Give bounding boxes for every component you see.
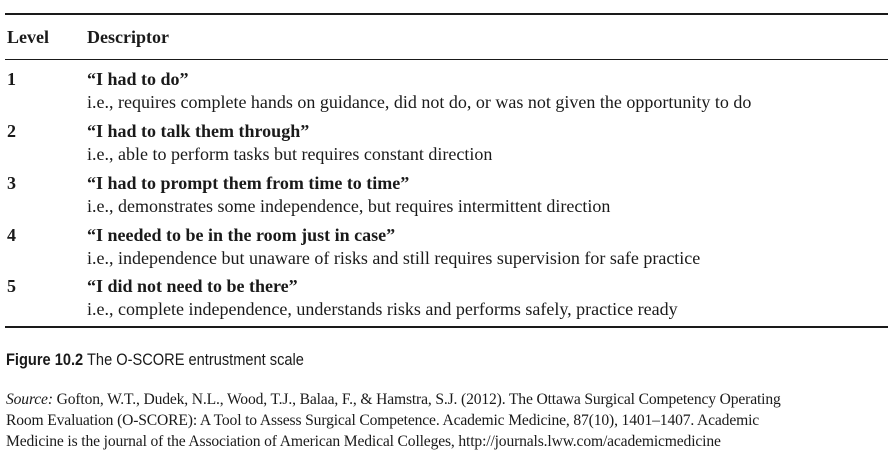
row-quote: “I needed to be in the room just in case”: [87, 225, 396, 245]
figure-title: The O-SCORE entrustment scale: [87, 350, 304, 369]
row-explanation: i.e., complete independence, understands risks and performs safely, practice ready: [87, 299, 678, 319]
source-line: Room Evaluation (O-SCORE): A Tool to Assess Surgical Competence. Academic Medicine, 87(10), 1401–1407. Academic: [6, 412, 760, 429]
source-text: Gofton, W.T., Dudek, N.L., Wood, T.J., Balaa, F., & Hamstra, S.J. (2012). The Ottawa Surgical Competency Operating: [56, 391, 781, 408]
table-row: [5, 172, 888, 224]
table-row: [5, 68, 888, 120]
source-citation: [6, 389, 890, 452]
table-row: [5, 275, 888, 327]
row-explanation: i.e., able to perform tasks but requires constant direction: [87, 144, 493, 164]
table-bottom-rule: [5, 326, 888, 328]
figure-label: Figure 10.2: [6, 350, 84, 369]
source-label: Source:: [6, 391, 53, 408]
row-level: 1: [7, 69, 16, 89]
row-quote: “I had to talk them through”: [87, 121, 310, 141]
row-level: 4: [7, 225, 16, 245]
row-explanation: i.e., demonstrates some independence, but requires intermittent direction: [87, 196, 611, 216]
figure-caption: [6, 350, 304, 370]
row-quote: “I did not need to be there”: [87, 276, 298, 296]
row-explanation: i.e., requires complete hands on guidance, did not do, or was not given the opportunity to do: [87, 92, 752, 112]
row-explanation: i.e., independence but unaware of risks and still requires supervision for safe practice: [87, 248, 701, 268]
row-level: 2: [7, 121, 16, 141]
source-line: [6, 389, 890, 410]
source-line: Medicine is the journal of the Association of American Medical Colleges, http://journals.lww.com/academicmedicine: [6, 433, 721, 450]
row-quote: “I had to prompt them from time to time”: [87, 173, 410, 193]
row-quote: “I had to do”: [87, 69, 189, 89]
table-row: [5, 224, 888, 276]
row-level: 3: [7, 173, 16, 193]
row-level: 5: [7, 276, 16, 296]
table-top-rule: [5, 13, 888, 15]
header-descriptor: Descriptor: [87, 27, 169, 47]
header-level: Level: [7, 27, 49, 47]
table-header-rule: [5, 59, 888, 60]
table-row: [5, 120, 888, 172]
